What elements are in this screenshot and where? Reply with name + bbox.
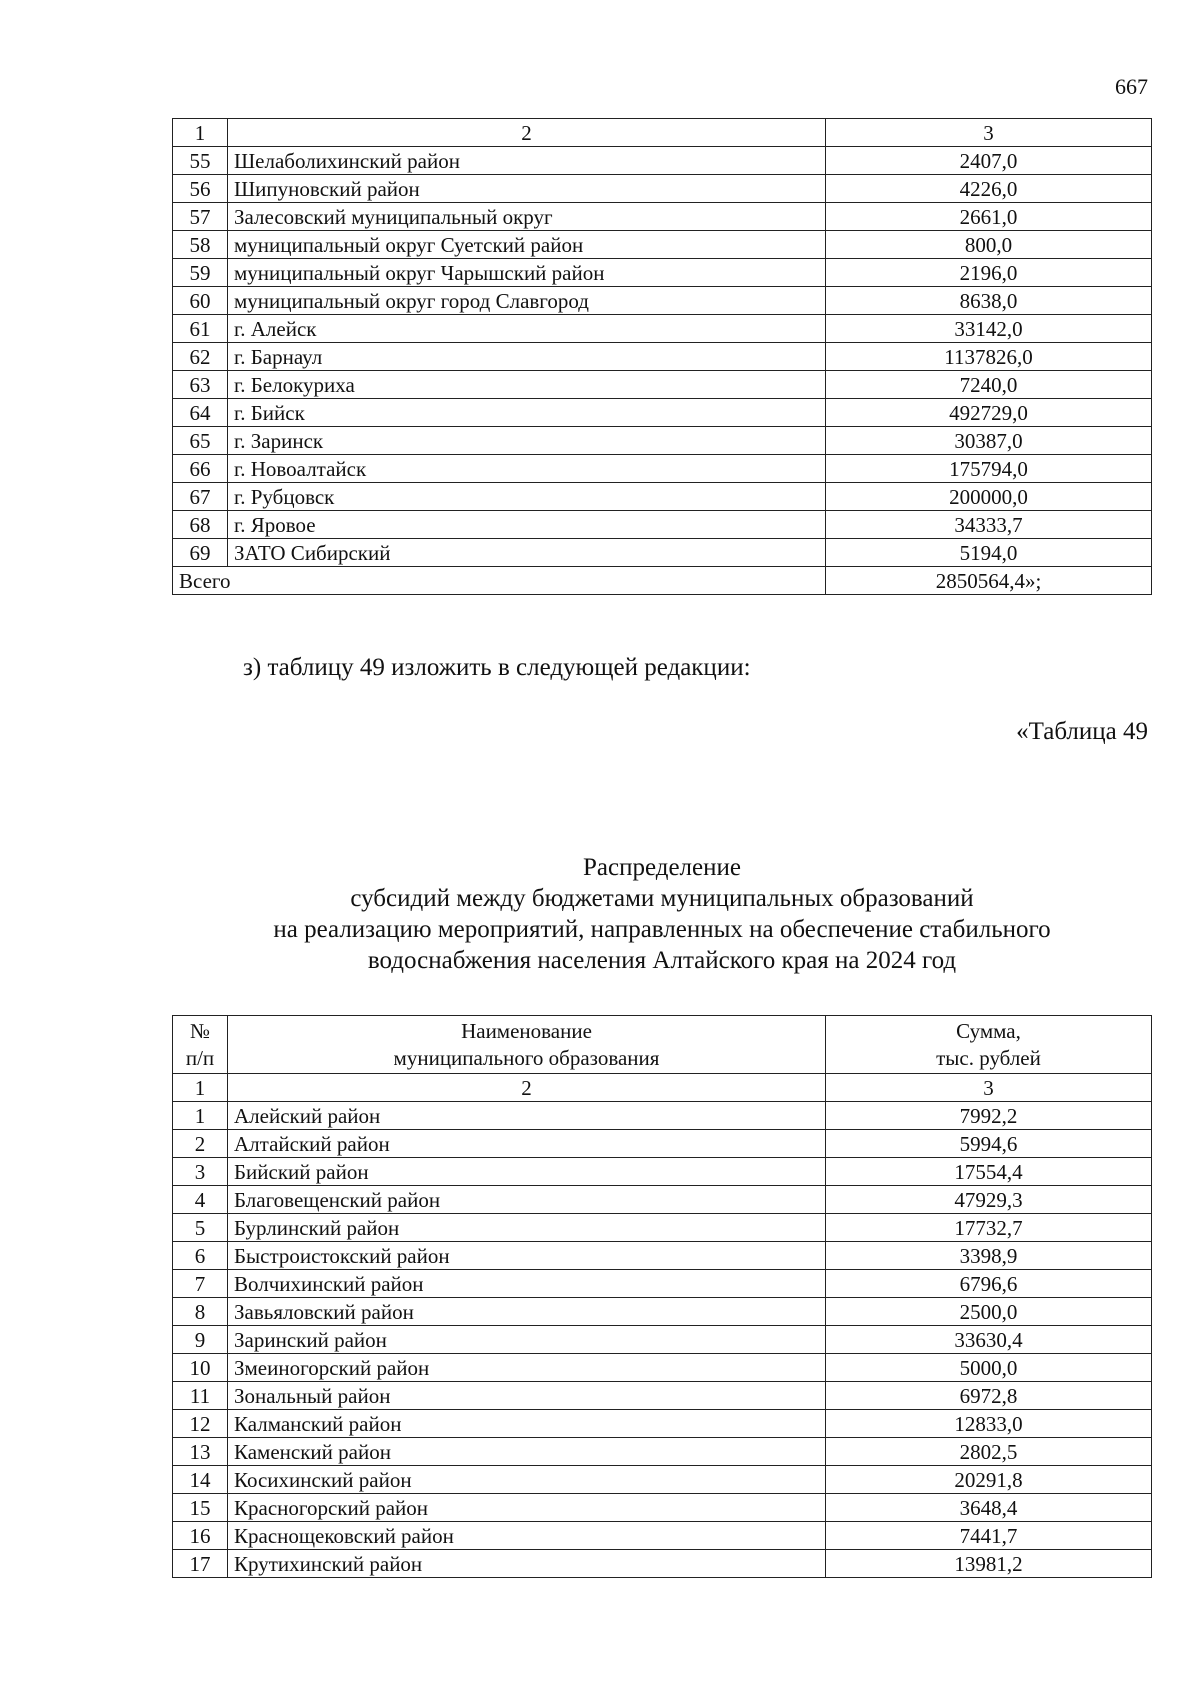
table-row bbox=[173, 1354, 1152, 1382]
header-sum bbox=[826, 1016, 1152, 1074]
amount: 3398,9 bbox=[826, 1242, 1152, 1270]
municipality-name: муниципальный округ Чарышский район bbox=[228, 259, 826, 287]
table-row bbox=[173, 1298, 1152, 1326]
amount: 2407,0 bbox=[826, 147, 1152, 175]
row-number: 68 bbox=[173, 511, 228, 539]
table-row bbox=[173, 343, 1152, 371]
amount: 33630,4 bbox=[826, 1326, 1152, 1354]
column-number-row bbox=[173, 1074, 1152, 1102]
amount: 5994,6 bbox=[826, 1130, 1152, 1158]
table-row bbox=[173, 1410, 1152, 1438]
municipality-name: Быстроистокский район bbox=[228, 1242, 826, 1270]
amount: 6796,6 bbox=[826, 1270, 1152, 1298]
table-row bbox=[173, 455, 1152, 483]
row-number: 12 bbox=[173, 1410, 228, 1438]
municipality-name: Алтайский район bbox=[228, 1130, 826, 1158]
amount: 17554,4 bbox=[826, 1158, 1152, 1186]
row-number: 57 bbox=[173, 203, 228, 231]
municipality-name: Шипуновский район bbox=[228, 175, 826, 203]
municipality-name: Змеиногорский район bbox=[228, 1354, 826, 1382]
municipality-name: Косихинский район bbox=[228, 1466, 826, 1494]
column-number: 1 bbox=[173, 1074, 228, 1102]
column-number: 1 bbox=[173, 119, 228, 147]
municipality-name: Заринский район bbox=[228, 1326, 826, 1354]
table-row bbox=[173, 1270, 1152, 1298]
header-number bbox=[173, 1016, 228, 1074]
row-number: 66 bbox=[173, 455, 228, 483]
table-49 bbox=[172, 1015, 1152, 1578]
table-row bbox=[173, 1466, 1152, 1494]
table-row bbox=[173, 175, 1152, 203]
municipality-name: Зональный район bbox=[228, 1382, 826, 1410]
amount: 34333,7 bbox=[826, 511, 1152, 539]
row-number: 11 bbox=[173, 1382, 228, 1410]
municipality-name: Завьяловский район bbox=[228, 1298, 826, 1326]
table-row bbox=[173, 511, 1152, 539]
table-row bbox=[173, 1242, 1152, 1270]
total-value: 2850564,4»; bbox=[826, 567, 1152, 595]
amount: 4226,0 bbox=[826, 175, 1152, 203]
header-text: тыс. рублей bbox=[936, 1046, 1041, 1070]
header-name bbox=[228, 1016, 826, 1074]
table-row bbox=[173, 1326, 1152, 1354]
amount: 2661,0 bbox=[826, 203, 1152, 231]
row-number: 6 bbox=[173, 1242, 228, 1270]
row-number: 65 bbox=[173, 427, 228, 455]
municipality-name: г. Яровое bbox=[228, 511, 826, 539]
row-number: 62 bbox=[173, 343, 228, 371]
municipality-name: Волчихинский район bbox=[228, 1270, 826, 1298]
municipality-name: Красногорский район bbox=[228, 1494, 826, 1522]
municipality-name: муниципальный округ Суетский район bbox=[228, 231, 826, 259]
table-title bbox=[172, 852, 1152, 976]
row-number: 59 bbox=[173, 259, 228, 287]
municipality-name: г. Рубцовск bbox=[228, 483, 826, 511]
table-row bbox=[173, 483, 1152, 511]
header-text: муниципального образования bbox=[393, 1046, 660, 1070]
municipality-name: Краснощековский район bbox=[228, 1522, 826, 1550]
row-number: 67 bbox=[173, 483, 228, 511]
table-row bbox=[173, 1438, 1152, 1466]
municipality-name: г. Белокуриха bbox=[228, 371, 826, 399]
amount: 200000,0 bbox=[826, 483, 1152, 511]
municipality-name: г. Бийск bbox=[228, 399, 826, 427]
municipality-name: г. Барнаул bbox=[228, 343, 826, 371]
table-row bbox=[173, 259, 1152, 287]
table-row bbox=[173, 287, 1152, 315]
municipality-name: г. Заринск bbox=[228, 427, 826, 455]
header-text: п/п bbox=[185, 1046, 215, 1070]
table-row bbox=[173, 1550, 1152, 1578]
row-number: 15 bbox=[173, 1494, 228, 1522]
header-text: Сумма, bbox=[956, 1019, 1021, 1043]
column-number-row bbox=[173, 119, 1152, 147]
amount: 3648,4 bbox=[826, 1494, 1152, 1522]
row-number: 60 bbox=[173, 287, 228, 315]
row-number: 7 bbox=[173, 1270, 228, 1298]
table-continuation bbox=[172, 118, 1152, 595]
row-number: 10 bbox=[173, 1354, 228, 1382]
row-number: 17 bbox=[173, 1550, 228, 1578]
row-number: 2 bbox=[173, 1130, 228, 1158]
row-number: 8 bbox=[173, 1298, 228, 1326]
total-label: Всего bbox=[173, 567, 826, 595]
row-number: 4 bbox=[173, 1186, 228, 1214]
total-row bbox=[173, 567, 1152, 595]
table-row bbox=[173, 1186, 1152, 1214]
table-row bbox=[173, 1214, 1152, 1242]
row-number: 61 bbox=[173, 315, 228, 343]
municipality-name: Алейский район bbox=[228, 1102, 826, 1130]
row-number: 58 bbox=[173, 231, 228, 259]
header-text: Наименование bbox=[461, 1019, 592, 1043]
column-number: 2 bbox=[228, 119, 826, 147]
table-row bbox=[173, 1102, 1152, 1130]
header-text: № bbox=[189, 1019, 211, 1043]
page-number: 667 bbox=[1115, 74, 1148, 99]
column-number: 3 bbox=[826, 119, 1152, 147]
amount: 8638,0 bbox=[826, 287, 1152, 315]
municipality-name: г. Новоалтайск bbox=[228, 455, 826, 483]
table-row bbox=[173, 399, 1152, 427]
municipality-name: Каменский район bbox=[228, 1438, 826, 1466]
municipality-name: Шелаболихинский район bbox=[228, 147, 826, 175]
municipality-name: Бийский район bbox=[228, 1158, 826, 1186]
municipality-name: Благовещенский район bbox=[228, 1186, 826, 1214]
municipality-name: муниципальный округ город Славгород bbox=[228, 287, 826, 315]
row-number: 13 bbox=[173, 1438, 228, 1466]
table-label: «Таблица 49 bbox=[1016, 718, 1148, 745]
municipality-name: ЗАТО Сибирский bbox=[228, 539, 826, 567]
amount: 7240,0 bbox=[826, 371, 1152, 399]
amount: 33142,0 bbox=[826, 315, 1152, 343]
table-row bbox=[173, 1494, 1152, 1522]
row-number: 9 bbox=[173, 1326, 228, 1354]
amount: 2500,0 bbox=[826, 1298, 1152, 1326]
amount: 20291,8 bbox=[826, 1466, 1152, 1494]
title-line: на реализацию мероприятий, направленных на обеспечение стабильного bbox=[273, 916, 1051, 943]
table-row bbox=[173, 427, 1152, 455]
table-row bbox=[173, 371, 1152, 399]
instruction-text: з) таблицу 49 изложить в следующей редакции: bbox=[243, 654, 751, 681]
table-row bbox=[173, 1130, 1152, 1158]
municipality-name: Калманский район bbox=[228, 1410, 826, 1438]
amount: 492729,0 bbox=[826, 399, 1152, 427]
row-number: 64 bbox=[173, 399, 228, 427]
municipality-name: Залесовский муниципальный округ bbox=[228, 203, 826, 231]
table-row bbox=[173, 231, 1152, 259]
table-row bbox=[173, 539, 1152, 567]
title-line: Распределение bbox=[583, 854, 741, 881]
title-line: субсидий между бюджетами муниципальных образований bbox=[350, 885, 974, 912]
amount: 13981,2 bbox=[826, 1550, 1152, 1578]
column-number: 2 bbox=[228, 1074, 826, 1102]
municipality-name: Бурлинский район bbox=[228, 1214, 826, 1242]
row-number: 14 bbox=[173, 1466, 228, 1494]
row-number: 1 bbox=[173, 1102, 228, 1130]
row-number: 56 bbox=[173, 175, 228, 203]
table-row bbox=[173, 203, 1152, 231]
table-row bbox=[173, 315, 1152, 343]
amount: 2196,0 bbox=[826, 259, 1152, 287]
amount: 5194,0 bbox=[826, 539, 1152, 567]
row-number: 63 bbox=[173, 371, 228, 399]
row-number: 55 bbox=[173, 147, 228, 175]
table-row bbox=[173, 1522, 1152, 1550]
amount: 1137826,0 bbox=[826, 343, 1152, 371]
amount: 2802,5 bbox=[826, 1438, 1152, 1466]
amount: 7992,2 bbox=[826, 1102, 1152, 1130]
row-number: 69 bbox=[173, 539, 228, 567]
amount: 7441,7 bbox=[826, 1522, 1152, 1550]
table-row bbox=[173, 1382, 1152, 1410]
header-row bbox=[173, 1016, 1152, 1074]
row-number: 3 bbox=[173, 1158, 228, 1186]
table-row bbox=[173, 1158, 1152, 1186]
amount: 5000,0 bbox=[826, 1354, 1152, 1382]
row-number: 16 bbox=[173, 1522, 228, 1550]
column-number: 3 bbox=[826, 1074, 1152, 1102]
municipality-name: г. Алейск bbox=[228, 315, 826, 343]
table-row bbox=[173, 147, 1152, 175]
amount: 800,0 bbox=[826, 231, 1152, 259]
amount: 17732,7 bbox=[826, 1214, 1152, 1242]
amount: 30387,0 bbox=[826, 427, 1152, 455]
amount: 6972,8 bbox=[826, 1382, 1152, 1410]
municipality-name: Крутихинский район bbox=[228, 1550, 826, 1578]
amount: 12833,0 bbox=[826, 1410, 1152, 1438]
title-line: водоснабжения населения Алтайского края на 2024 год bbox=[367, 947, 957, 974]
amount: 175794,0 bbox=[826, 455, 1152, 483]
row-number: 5 bbox=[173, 1214, 228, 1242]
amount: 47929,3 bbox=[826, 1186, 1152, 1214]
